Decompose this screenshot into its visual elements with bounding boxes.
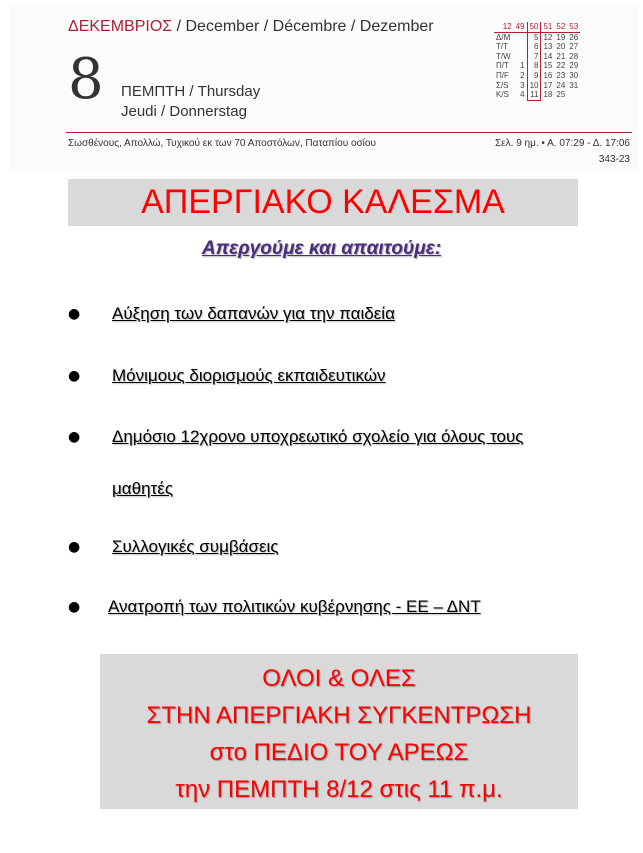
call-line: ΟΛΟΙ & ΟΛΕΣ xyxy=(262,665,416,692)
mini-calendar-grid xyxy=(494,22,580,101)
bullet-icon: ● xyxy=(68,306,81,322)
grid-cell: 28 xyxy=(569,51,579,61)
day-name-line2: Jeudi / Donnerstag xyxy=(121,103,247,120)
grid-header-cell: 52 xyxy=(556,22,566,31)
grid-cell xyxy=(567,90,580,100)
call-line: στο ΠΕΔΙΟ ΤΟΥ ΑΡΕΩΣ xyxy=(209,739,469,766)
bullet-icon: ● xyxy=(68,539,81,555)
grid-cell: 12 xyxy=(543,32,553,42)
grid-cell: 4 xyxy=(520,90,525,100)
demand-item-continuation: μαθητές xyxy=(112,479,174,498)
grid-cell: 24 xyxy=(556,80,566,90)
grid-cell: 3 xyxy=(520,80,525,90)
grid-cell: 6 xyxy=(527,42,541,52)
grid-cell: 21 xyxy=(556,51,566,61)
grid-cell: 29 xyxy=(569,61,579,71)
grid-cell: 5 xyxy=(527,32,541,42)
grid-cell: 13 xyxy=(543,42,553,52)
grid-cell: Π/T xyxy=(496,61,509,71)
grid-cell: 20 xyxy=(556,42,566,52)
call-to-action-box xyxy=(100,654,578,809)
grid-cell: K/S xyxy=(496,90,509,100)
grid-header-cell: 51 xyxy=(541,22,554,32)
grid-cell: 27 xyxy=(569,42,579,52)
grid-cell: 26 xyxy=(569,32,579,42)
page-number: 343-23 xyxy=(598,154,630,165)
demand-item: Δημόσιο 12χρονο υποχρεωτικό σχολείο για όλους τους xyxy=(112,427,524,446)
bullet-icon: ● xyxy=(68,599,81,615)
grid-cell: 15 xyxy=(543,61,553,71)
grid-cell: 1 xyxy=(520,61,525,71)
grid-cell xyxy=(514,52,527,62)
poster-subtitle: Απεργούμε και απαιτούμε: xyxy=(201,238,442,259)
grid-cell: 7 xyxy=(527,52,541,62)
grid-cell: 9 xyxy=(527,71,541,81)
grid-header-cell: 53 xyxy=(569,22,579,31)
grid-cell: 18 xyxy=(543,90,553,100)
grid-header-cell: 12 xyxy=(494,22,514,32)
month-heading xyxy=(68,18,434,36)
sun-times: Σελ. 9 ημ. • Α. 07:29 - Δ. 17:06 xyxy=(495,138,630,149)
grid-cell: Σ/S xyxy=(496,80,509,90)
saints-text: Σωσθένους, Απολλώ, Τυχικού εκ των 70 Αποστόλων, Παταπίου οσίου xyxy=(68,138,376,149)
grid-cell: 25 xyxy=(556,90,566,100)
month-translations: / December / Décembre / Dezember xyxy=(172,18,434,35)
demand-item: Μόνιμους διορισμούς εκπαιδευτικών xyxy=(112,366,386,385)
calendar-header xyxy=(10,6,638,172)
grid-header-cell: 49 xyxy=(514,22,527,32)
grid-cell: T/W xyxy=(496,51,511,61)
grid-cell: 31 xyxy=(569,80,579,90)
grid-cell: Δ/M xyxy=(496,32,511,42)
grid-cell: 19 xyxy=(556,32,566,42)
grid-cell: 10 xyxy=(527,81,541,91)
bullet-icon: ● xyxy=(68,368,81,384)
title-box xyxy=(68,179,578,226)
demand-item: Αύξηση των δαπανών για την παιδεία xyxy=(112,304,395,323)
grid-cell: 2 xyxy=(520,70,525,80)
divider-line xyxy=(66,132,632,133)
grid-cell: 11 xyxy=(527,90,541,100)
month-greek: ΔΕΚΕΜΒΡΙΟΣ xyxy=(68,18,173,35)
call-line: την ΠΕΜΠΤΗ 8/12 στις 11 π.μ. xyxy=(175,776,503,803)
demand-item: Ανατροπή των πολιτικών κυβέρνησης - ΕΕ – ΔΝΤ xyxy=(108,597,481,616)
poster-title: ΑΠΕΡΓΙΑΚΟ ΚΑΛΕΣΜΑ xyxy=(141,183,505,221)
grid-cell: 17 xyxy=(543,80,553,90)
grid-cell: 22 xyxy=(556,61,566,71)
grid-header-cell: 50 xyxy=(527,22,541,32)
bullet-icon: ● xyxy=(68,429,81,445)
day-name-line1: ΠΕΜΠΤΗ / Thursday xyxy=(121,83,261,100)
grid-cell xyxy=(514,32,527,42)
call-line: ΣΤΗΝ ΑΠΕΡΓΙΑΚΗ ΣΥΓΚΕΝΤΡΩΣΗ xyxy=(146,702,532,729)
grid-cell: 30 xyxy=(569,70,579,80)
grid-cell: 23 xyxy=(556,70,566,80)
grid-cell: 14 xyxy=(543,51,553,61)
grid-cell: Π/F xyxy=(496,70,509,80)
demand-item: Συλλογικές συμβάσεις xyxy=(112,537,279,556)
grid-cell xyxy=(514,42,527,52)
grid-cell: T/T xyxy=(496,42,508,52)
grid-cell: 8 xyxy=(527,61,541,71)
day-number: 8 xyxy=(68,47,104,112)
grid-cell: 16 xyxy=(543,70,553,80)
